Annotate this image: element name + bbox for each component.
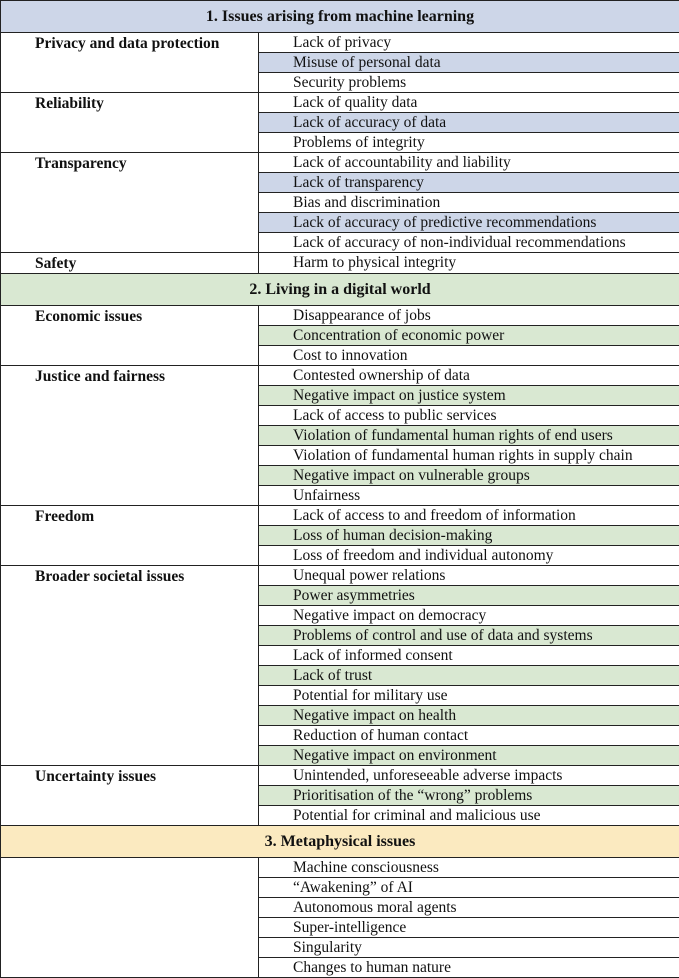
issue-cell: Loss of freedom and individual autonomy — [259, 546, 679, 566]
issue-cell: Lack of accuracy of predictive recommendations — [259, 213, 679, 233]
issue-cell: Potential for criminal and malicious use — [259, 806, 679, 826]
issue-cell: Violation of fundamental human rights of end users — [259, 426, 679, 446]
issue-cell: Lack of access to public services — [259, 406, 679, 426]
table-row — [1, 858, 679, 878]
issue-cell: Super-intelligence — [259, 918, 679, 938]
category-label: Broader societal issues — [1, 566, 259, 766]
issue-cell: Bias and discrimination — [259, 193, 679, 213]
category-label: Freedom — [1, 506, 259, 566]
issue-cell: Concentration of economic power — [259, 326, 679, 346]
issue-cell: Lack of privacy — [259, 33, 679, 53]
issue-cell: Lack of transparency — [259, 173, 679, 193]
issue-cell: Unfairness — [259, 486, 679, 506]
issue-cell: Cost to innovation — [259, 346, 679, 366]
issue-cell: Contested ownership of data — [259, 366, 679, 386]
issue-cell: Negative impact on environment — [259, 746, 679, 766]
table-row — [1, 366, 679, 386]
issue-cell: Negative impact on vulnerable groups — [259, 466, 679, 486]
table-row — [1, 766, 679, 786]
issue-cell: Lack of informed consent — [259, 646, 679, 666]
section-header-row — [1, 274, 679, 306]
category-label: Economic issues — [1, 306, 259, 366]
issue-cell: Lack of accuracy of data — [259, 113, 679, 133]
category-label: Reliability — [1, 93, 259, 153]
issue-cell: Unequal power relations — [259, 566, 679, 586]
issue-cell: Unintended, unforeseeable adverse impacts — [259, 766, 679, 786]
table-row — [1, 566, 679, 586]
table-row — [1, 93, 679, 113]
issue-cell: Harm to physical integrity — [259, 253, 679, 274]
issue-cell: Negative impact on justice system — [259, 386, 679, 406]
issue-cell: Lack of accountability and liability — [259, 153, 679, 173]
issue-cell: Machine consciousness — [259, 858, 679, 878]
table-row — [1, 253, 679, 274]
table-row — [1, 153, 679, 173]
issue-cell: “Awakening” of AI — [259, 878, 679, 898]
section-header-row — [1, 826, 679, 858]
issue-cell: Singularity — [259, 938, 679, 958]
issue-cell: Lack of access to and freedom of information — [259, 506, 679, 526]
category-label: Privacy and data protection — [1, 33, 259, 93]
issue-cell: Loss of human decision-making — [259, 526, 679, 546]
issue-cell: Negative impact on democracy — [259, 606, 679, 626]
issue-cell: Problems of control and use of data and systems — [259, 626, 679, 646]
category-label: Uncertainty issues — [1, 766, 259, 826]
issue-cell: Misuse of personal data — [259, 53, 679, 73]
issue-cell: Disappearance of jobs — [259, 306, 679, 326]
category-label: Safety — [1, 253, 259, 274]
section-header-row — [1, 1, 679, 33]
issue-cell: Autonomous moral agents — [259, 898, 679, 918]
issue-cell: Problems of integrity — [259, 133, 679, 153]
category-label: Justice and fairness — [1, 366, 259, 506]
issue-cell: Power asymmetries — [259, 586, 679, 606]
issue-cell: Changes to human nature — [259, 958, 679, 978]
issue-cell: Lack of trust — [259, 666, 679, 686]
table-row — [1, 33, 679, 53]
category-label — [1, 858, 259, 978]
table-row — [1, 306, 679, 326]
table-row — [1, 506, 679, 526]
issue-cell: Security problems — [259, 73, 679, 93]
issue-cell: Reduction of human contact — [259, 726, 679, 746]
section-title: 1. Issues arising from machine learning — [1, 1, 679, 33]
section-title: 2. Living in a digital world — [1, 274, 679, 306]
category-label: Transparency — [1, 153, 259, 253]
section-title: 3. Metaphysical issues — [1, 826, 679, 858]
issue-cell: Potential for military use — [259, 686, 679, 706]
issue-cell: Violation of fundamental human rights in supply chain — [259, 446, 679, 466]
issue-cell: Negative impact on health — [259, 706, 679, 726]
issue-cell: Prioritisation of the “wrong” problems — [259, 786, 679, 806]
issue-cell: Lack of quality data — [259, 93, 679, 113]
issue-cell: Lack of accuracy of non-individual recommendations — [259, 233, 679, 253]
